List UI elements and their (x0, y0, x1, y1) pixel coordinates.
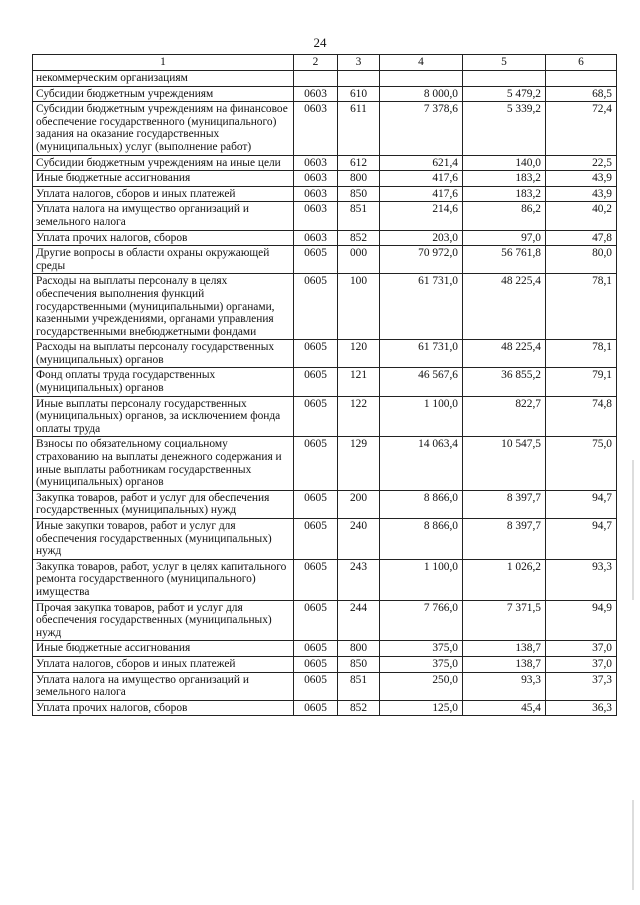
row-expense-type-code: 800 (338, 641, 380, 657)
row-expense-type-code: 122 (338, 396, 380, 437)
row-actual-amount: 45,4 (463, 700, 546, 716)
row-section-code: 0605 (294, 246, 338, 274)
table-row (33, 368, 617, 396)
row-section-code: 0605 (294, 641, 338, 657)
row-actual-amount: 10 547,5 (463, 437, 546, 490)
header-col-3: 3 (338, 55, 380, 71)
row-planned-amount: 61 731,0 (380, 340, 463, 368)
table-row (33, 155, 617, 171)
row-planned-amount: 61 731,0 (380, 274, 463, 340)
row-item-name: Взносы по обязательному социальному страхованию на выплаты денежного содержания и иные выплаты работникам государственных (муниципальных) органов (33, 437, 294, 490)
row-item-name: Субсидии бюджетным учреждениям (33, 86, 294, 102)
row-expense-type-code: 850 (338, 656, 380, 672)
row-item-name: Фонд оплаты труда государственных (муниципальных) органов (33, 368, 294, 396)
row-actual-amount: 56 761,8 (463, 246, 546, 274)
row-percent: 93,3 (546, 559, 617, 600)
row-item-name: Субсидии бюджетным учреждениям на иные цели (33, 155, 294, 171)
row-actual-amount: 138,7 (463, 641, 546, 657)
row-actual-amount: 140,0 (463, 155, 546, 171)
row-percent: 79,1 (546, 368, 617, 396)
header-col-6: 6 (546, 55, 617, 71)
row-section-code: 0605 (294, 672, 338, 700)
header-col-1: 1 (33, 55, 294, 71)
row-expense-type-code: 243 (338, 559, 380, 600)
row-expense-type-code: 851 (338, 672, 380, 700)
row-percent: 36,3 (546, 700, 617, 716)
row-percent: 94,7 (546, 490, 617, 518)
row-actual-amount: 5 479,2 (463, 86, 546, 102)
row-planned-amount: 8 866,0 (380, 519, 463, 560)
row-planned-amount: 1 100,0 (380, 396, 463, 437)
row-section-code: 0605 (294, 519, 338, 560)
row-item-name: Субсидии бюджетным учреждениям на финансовое обеспечение государственного (муниципального) задания на оказание государственных (муниципальных) услуг (выполнение работ) (33, 102, 294, 155)
row-section-code: 0605 (294, 700, 338, 716)
row-percent: 78,1 (546, 274, 617, 340)
row-item-name: Расходы на выплаты персоналу в целях обеспечения выполнения функций государственными (муниципальными) органами, казенными учреждениями, органами управления государственными внебюджетными фондами (33, 274, 294, 340)
row-expense-type-code: 244 (338, 600, 380, 641)
row-percent: 68,5 (546, 86, 617, 102)
row-expense-type-code: 121 (338, 368, 380, 396)
table-header-row (33, 55, 617, 71)
row-actual-amount: 86,2 (463, 202, 546, 230)
row-percent: 37,3 (546, 672, 617, 700)
row-section-code: 0603 (294, 202, 338, 230)
row-actual-amount: 8 397,7 (463, 490, 546, 518)
table-row (33, 519, 617, 560)
row-expense-type-code: 240 (338, 519, 380, 560)
row-percent: 43,9 (546, 186, 617, 202)
row-planned-amount: 203,0 (380, 230, 463, 246)
table-row (33, 700, 617, 716)
row-item-name: Уплата налога на имущество организаций и земельного налога (33, 202, 294, 230)
row-section-code: 0605 (294, 600, 338, 641)
row-section-code: 0603 (294, 102, 338, 155)
row-percent: 40,2 (546, 202, 617, 230)
row-actual-amount: 8 397,7 (463, 519, 546, 560)
row-item-name: Иные выплаты персоналу государственных (муниципальных) органов, за исключением фонда оплаты труда (33, 396, 294, 437)
row-expense-type-code: 611 (338, 102, 380, 155)
page-number: 24 (313, 35, 327, 50)
row-percent: 78,1 (546, 340, 617, 368)
row-planned-amount (380, 71, 463, 87)
row-percent: 22,5 (546, 155, 617, 171)
row-item-name: Уплата налога на имущество организаций и земельного налога (33, 672, 294, 700)
row-planned-amount: 1 100,0 (380, 559, 463, 600)
table-row (33, 230, 617, 246)
row-planned-amount: 7 766,0 (380, 600, 463, 641)
row-expense-type-code: 612 (338, 155, 380, 171)
table-row (33, 171, 617, 187)
row-planned-amount: 417,6 (380, 186, 463, 202)
row-expense-type-code: 000 (338, 246, 380, 274)
row-expense-type-code: 850 (338, 186, 380, 202)
table-row (33, 656, 617, 672)
margin-mark (632, 800, 634, 890)
row-item-name: Уплата прочих налогов, сборов (33, 700, 294, 716)
row-item-name: Иные бюджетные ассигнования (33, 641, 294, 657)
row-actual-amount: 1 026,2 (463, 559, 546, 600)
row-percent: 43,9 (546, 171, 617, 187)
row-planned-amount: 46 567,6 (380, 368, 463, 396)
row-percent: 37,0 (546, 656, 617, 672)
row-section-code: 0603 (294, 171, 338, 187)
row-expense-type-code: 852 (338, 230, 380, 246)
margin-mark (632, 460, 634, 600)
row-percent: 94,9 (546, 600, 617, 641)
row-planned-amount: 375,0 (380, 641, 463, 657)
row-percent: 75,0 (546, 437, 617, 490)
row-actual-amount: 183,2 (463, 186, 546, 202)
table-row (33, 86, 617, 102)
row-planned-amount: 8 000,0 (380, 86, 463, 102)
row-section-code: 0603 (294, 230, 338, 246)
table-row (33, 274, 617, 340)
row-percent: 80,0 (546, 246, 617, 274)
row-planned-amount: 70 972,0 (380, 246, 463, 274)
row-actual-amount: 48 225,4 (463, 274, 546, 340)
row-actual-amount: 183,2 (463, 171, 546, 187)
row-planned-amount: 14 063,4 (380, 437, 463, 490)
row-percent (546, 71, 617, 87)
row-item-name: Уплата налогов, сборов и иных платежей (33, 186, 294, 202)
row-item-name: Закупка товаров, работ и услуг для обеспечения государственных (муниципальных) нужд (33, 490, 294, 518)
row-expense-type-code (338, 71, 380, 87)
row-item-name: Расходы на выплаты персоналу государственных (муниципальных) органов (33, 340, 294, 368)
table-row (33, 641, 617, 657)
row-expense-type-code: 100 (338, 274, 380, 340)
row-expense-type-code: 129 (338, 437, 380, 490)
table-row (33, 71, 617, 87)
table-row (33, 102, 617, 155)
row-item-name: Уплата налогов, сборов и иных платежей (33, 656, 294, 672)
row-item-name: Иные бюджетные ассигнования (33, 171, 294, 187)
row-section-code: 0605 (294, 437, 338, 490)
row-section-code: 0603 (294, 86, 338, 102)
table-row (33, 186, 617, 202)
row-actual-amount: 97,0 (463, 230, 546, 246)
row-actual-amount: 7 371,5 (463, 600, 546, 641)
row-percent: 37,0 (546, 641, 617, 657)
table-row (33, 202, 617, 230)
row-percent: 74,8 (546, 396, 617, 437)
row-planned-amount: 214,6 (380, 202, 463, 230)
row-item-name: некоммерческим организациям (33, 71, 294, 87)
row-actual-amount (463, 71, 546, 87)
row-actual-amount: 93,3 (463, 672, 546, 700)
table-row (33, 396, 617, 437)
row-section-code: 0605 (294, 340, 338, 368)
row-percent: 47,8 (546, 230, 617, 246)
row-section-code (294, 71, 338, 87)
row-item-name: Закупка товаров, работ, услуг в целях капитального ремонта государственного (муниципального) имущества (33, 559, 294, 600)
row-expense-type-code: 851 (338, 202, 380, 230)
row-section-code: 0605 (294, 368, 338, 396)
row-planned-amount: 621,4 (380, 155, 463, 171)
row-percent: 94,7 (546, 519, 617, 560)
table-row (33, 559, 617, 600)
row-expense-type-code: 800 (338, 171, 380, 187)
row-section-code: 0603 (294, 155, 338, 171)
row-section-code: 0605 (294, 396, 338, 437)
table-row (33, 437, 617, 490)
row-percent: 72,4 (546, 102, 617, 155)
row-expense-type-code: 120 (338, 340, 380, 368)
row-section-code: 0605 (294, 274, 338, 340)
header-col-4: 4 (380, 55, 463, 71)
row-actual-amount: 36 855,2 (463, 368, 546, 396)
row-actual-amount: 138,7 (463, 656, 546, 672)
row-actual-amount: 822,7 (463, 396, 546, 437)
row-actual-amount: 48 225,4 (463, 340, 546, 368)
row-planned-amount: 8 866,0 (380, 490, 463, 518)
row-item-name: Другие вопросы в области охраны окружающей среды (33, 246, 294, 274)
row-expense-type-code: 200 (338, 490, 380, 518)
row-section-code: 0605 (294, 490, 338, 518)
row-actual-amount: 5 339,2 (463, 102, 546, 155)
row-section-code: 0603 (294, 186, 338, 202)
row-planned-amount: 7 378,6 (380, 102, 463, 155)
table-body (33, 71, 617, 716)
table-row (33, 246, 617, 274)
table-row (33, 672, 617, 700)
row-expense-type-code: 610 (338, 86, 380, 102)
header-col-2: 2 (294, 55, 338, 71)
row-item-name: Иные закупки товаров, работ и услуг для обеспечения государственных (муниципальных) нужд (33, 519, 294, 560)
row-section-code: 0605 (294, 559, 338, 600)
header-col-5: 5 (463, 55, 546, 71)
row-section-code: 0605 (294, 656, 338, 672)
table-row (33, 490, 617, 518)
table-row (33, 600, 617, 641)
row-expense-type-code: 852 (338, 700, 380, 716)
table-row (33, 340, 617, 368)
row-item-name: Уплата прочих налогов, сборов (33, 230, 294, 246)
row-planned-amount: 417,6 (380, 171, 463, 187)
row-planned-amount: 375,0 (380, 656, 463, 672)
row-planned-amount: 125,0 (380, 700, 463, 716)
budget-table (32, 54, 617, 716)
row-planned-amount: 250,0 (380, 672, 463, 700)
row-item-name: Прочая закупка товаров, работ и услуг для обеспечения государственных (муниципальных) нужд (33, 600, 294, 641)
